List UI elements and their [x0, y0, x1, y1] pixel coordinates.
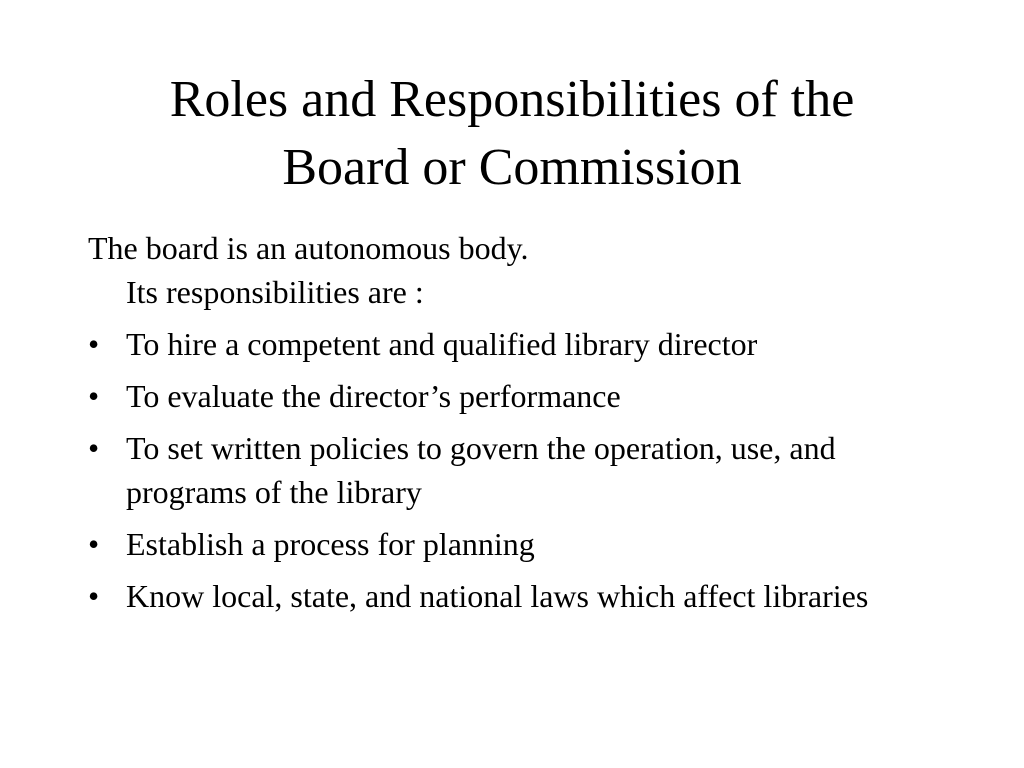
slide-title-line-2: Board or Commission	[282, 139, 742, 196]
bullet-text: To hire a competent and qualified library director	[126, 326, 758, 362]
bullet-item	[88, 322, 948, 366]
bullet-text: Know local, state, and national laws which affect libraries	[126, 578, 869, 614]
bullet-text: Establish a process for planning	[126, 526, 535, 562]
slide-title-line-1: Roles and Responsibilities of the	[169, 71, 855, 128]
bullet-text: To evaluate the director’s performance	[126, 378, 621, 414]
intro-text	[88, 226, 948, 314]
slide-body	[88, 226, 948, 618]
slide-title	[60, 66, 964, 202]
bullet-marker: •	[88, 578, 100, 614]
bullet-marker: •	[88, 326, 100, 362]
intro-line-1: The board is an autonomous body.	[88, 230, 529, 266]
bullet-marker: •	[88, 378, 100, 414]
bullet-item	[88, 574, 948, 618]
bullet-marker: •	[88, 526, 100, 562]
bullet-item	[88, 522, 948, 566]
bullet-marker: •	[88, 430, 100, 466]
bullet-item	[88, 426, 948, 514]
intro-line-2: Its responsibilities are :	[126, 274, 424, 310]
bullet-text: To set written policies to govern the operation, use, and programs of the library	[126, 430, 836, 510]
bullet-item	[88, 374, 948, 418]
bullet-list	[88, 322, 948, 618]
